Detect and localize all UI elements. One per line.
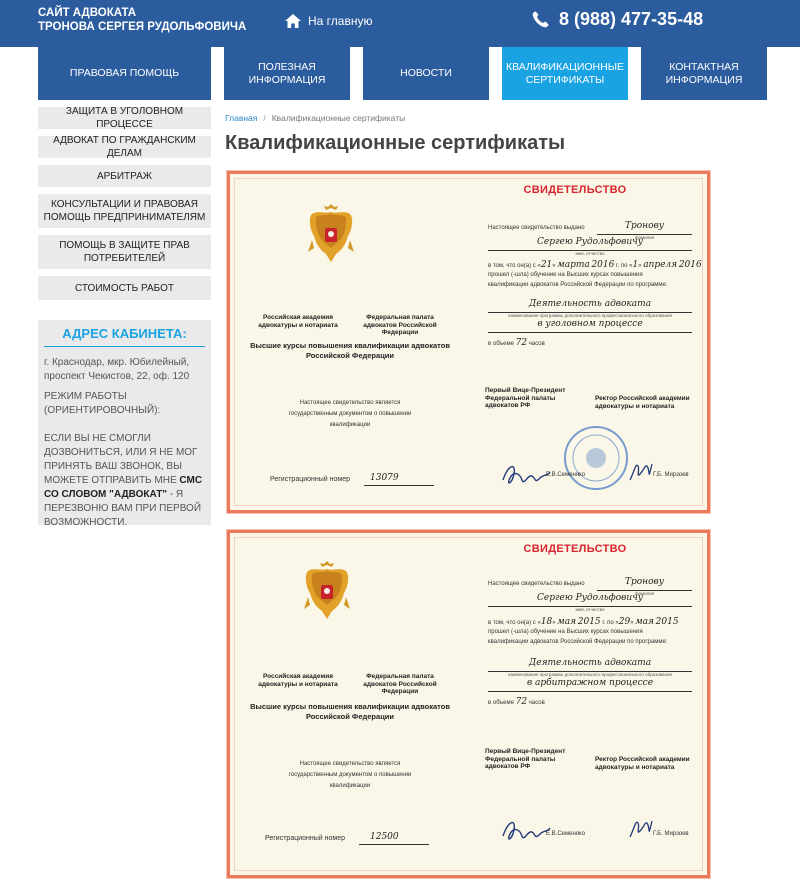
surname-value: Тронову <box>625 577 664 587</box>
phone-text: 8 (988) 477-35-48 <box>559 9 704 29</box>
phone-icon <box>532 11 549 28</box>
org-chamber: Федеральная палата адвокатов Российской Федерации <box>363 314 437 336</box>
signer1-title: Первый Вице-Президент Федеральной палаты адвокатов РФ <box>485 387 566 409</box>
stamp-icon <box>562 424 630 492</box>
signature2-icon <box>626 456 656 484</box>
period-prefix: в том, что он(а) с <box>488 620 536 626</box>
org-academy: Российская академия адвокатуры и нотариата <box>258 673 338 688</box>
period-line: в том, что он(а) с «21» марта 2016 г. по «1» апреля 2016 <box>488 260 702 270</box>
signature2-icon <box>626 813 656 841</box>
org-chamber: Федеральная палата адвокатов Российской Федерации <box>363 673 437 695</box>
org-academy: Российская академия адвокатуры и нотариата <box>258 314 338 329</box>
sidebar-item-business[interactable]: КОНСУЛЬТАЦИИ И ПРАВОВАЯ ПОМОЩЬ ПРЕДПРИНИМАТЕЛЯМ <box>38 194 211 228</box>
volume-value: 72 <box>515 697 528 707</box>
program-caption: наименование программы дополнительного профессионального образования <box>508 672 672 677</box>
breadcrumb-current: Квалификационные сертификаты <box>271 113 406 123</box>
studied-line1: прошел (-шла) обучение на Высших курсах повышения <box>488 629 643 635</box>
volume-suffix: часов <box>528 341 545 347</box>
certificate-heading: СВИДЕТЕЛЬСТВО <box>523 184 627 196</box>
nav-item-contacts[interactable]: КОНТАКТНАЯ ИНФОРМАЦИЯ <box>641 47 767 100</box>
nav-item-legal-help[interactable]: ПРАВОВАЯ ПОМОЩЬ <box>38 47 211 100</box>
state-document-note: Настоящее свидетельство является государственным документом о повышении квалификации <box>288 761 412 789</box>
certificate-image-2[interactable] <box>227 530 710 878</box>
coat-of-arms-icon <box>302 561 352 625</box>
date-end-day: 29 <box>618 617 631 627</box>
volume-line <box>488 697 545 707</box>
surname-caption: фамилия <box>634 591 655 596</box>
sidebar-item-prices[interactable]: СТОИМОСТЬ РАБОТ <box>38 276 211 300</box>
studied-line2: квалификации адвокатов Российской Федерации по программе: <box>488 282 668 288</box>
date-end-month: мая <box>635 617 654 627</box>
program2-line <box>488 691 692 692</box>
phone-number[interactable] <box>532 9 703 30</box>
program2-line <box>488 332 692 333</box>
home-link[interactable] <box>285 14 372 28</box>
state-document-note: Настоящее свидетельство является государственным документом о повышении квалификации <box>288 400 412 428</box>
sidebar-item-consumers[interactable]: ПОМОЩЬ В ЗАЩИТЕ ПРАВ ПОТРЕБИТЕЛЕЙ <box>38 235 211 269</box>
courses-title: Высшие курсы повышения квалификации адвокатов Российской Федерации <box>250 702 450 721</box>
work-mode: РЕЖИМ РАБОТЫ (ОРИЕНТИРОВОЧНЫЙ): <box>44 391 161 416</box>
name-caption: имя, отчество <box>575 251 605 256</box>
certificate-image-1[interactable] <box>227 171 710 513</box>
signature1-icon <box>498 816 553 846</box>
program-value: Деятельность адвоката <box>528 299 652 309</box>
volume-prefix: в объеме <box>488 700 514 706</box>
volume-suffix: часов <box>528 700 545 706</box>
program-value: Деятельность адвоката <box>528 658 652 668</box>
volume-value: 72 <box>515 338 528 348</box>
date-start-month: марта <box>557 260 590 270</box>
sidebar-item-criminal[interactable]: ЗАЩИТА В УГОЛОВНОМ ПРОЦЕССЕ <box>38 107 211 129</box>
sidebar-item-arbitration[interactable]: АРБИТРАЖ <box>38 165 211 187</box>
studied-line1: прошел (-шла) обучение на Высших курсах повышения <box>488 272 643 278</box>
date-end-month: апреля <box>643 260 678 270</box>
volume-line <box>488 338 545 348</box>
date-start-month: мая <box>557 617 577 627</box>
breadcrumb-home[interactable]: Главная <box>225 113 258 123</box>
reg-number: 13079 <box>370 473 399 483</box>
date-end-day: 1 <box>632 260 639 270</box>
address-title: АДРЕС КАБИНЕТА: <box>44 326 205 347</box>
site-title[interactable] <box>38 7 246 34</box>
signer2-title: Ректор Российской академии адвокатуры и нотариата <box>595 395 690 410</box>
studied-line2: квалификации адвокатов Российской Федерации по программе: <box>488 639 668 645</box>
certificate-heading: СВИДЕТЕЛЬСТВО <box>523 543 627 555</box>
signer2-title: Ректор Российской академии адвокатуры и нотариата <box>595 756 690 771</box>
name-value: Сергею Рудольфовичу <box>537 237 643 247</box>
home-link-label: На главную <box>308 14 373 28</box>
site-title-line1: САЙТ АДВОКАТА <box>38 7 137 19</box>
surname-caption: фамилия <box>634 235 655 240</box>
signer2-name: Г.Б. Мирзоев <box>653 831 689 837</box>
signer1-title: Первый Вице-Президент Федеральной палаты адвокатов РФ <box>485 748 566 770</box>
sms-note <box>44 432 205 530</box>
period-prefix: в том, что он(а) с <box>488 263 536 269</box>
date-end-year: 2015 <box>655 617 679 627</box>
program2-value: в уголовном процессе <box>537 319 643 329</box>
page-title: Квалификационные сертификаты <box>225 132 566 154</box>
address-text: г. Краснодар, мкр. Юбилейный, проспект Чекистов, 22, оф. 120 <box>44 357 190 382</box>
reg-number: 12500 <box>370 832 399 842</box>
reg-label: Регистрационный номер <box>265 835 345 842</box>
courses-title: Высшие курсы повышения квалификации адвокатов Российской Федерации <box>250 341 450 360</box>
reg-label: Регистрационный номер <box>270 476 350 483</box>
date-start-year: 2016 <box>591 260 615 270</box>
program-caption: наименование программы дополнительного профессионального образования <box>508 313 672 318</box>
sms-note-after: - Я ПЕРЕЗВОНЮ ВАМ ПРИ ПЕРВОЙ ВОЗМОЖНОСТИ. <box>44 489 202 528</box>
home-icon <box>285 14 301 28</box>
surname-value: Тронову <box>625 221 664 231</box>
sidebar-item-civil[interactable]: АДВОКАТ ПО ГРАЖДАНСКИМ ДЕЛАМ <box>38 136 211 158</box>
program2-value: в арбитражном процессе <box>526 678 654 688</box>
sms-note-bold: СМС СО СЛОВОМ "АДВОКАТ" <box>44 475 203 500</box>
breadcrumb-separator: / <box>263 113 266 123</box>
top-header <box>0 0 800 47</box>
date-start-year: 2015 <box>577 617 601 627</box>
nav-item-certificates[interactable]: КВАЛИФИКАЦИОННЫЕ СЕРТИФИКАТЫ <box>502 47 628 100</box>
date-end-year: 2016 <box>678 260 702 270</box>
period-line: в том, что он(а) с «18» мая 2015 г. по «29» мая 2015 <box>488 617 679 627</box>
sms-note-before: ЕСЛИ ВЫ НЕ СМОГЛИ ДОЗВОНИТЬСЯ, ИЛИ Я НЕ МОГ ПРИНЯТЬ ВАШ ЗВОНОК, ВЫ МОЖЕТЕ ОТПРАВИТЬ МНЕ <box>44 433 198 486</box>
signer1-name: Е.В.Семеняко <box>546 831 586 837</box>
signature1-icon <box>498 460 553 490</box>
issued-to-label: Настоящее свидетельство выдано <box>488 581 585 587</box>
nav-item-useful-info[interactable]: ПОЛЕЗНАЯ ИНФОРМАЦИЯ <box>224 47 350 100</box>
volume-prefix: в объеме <box>488 341 514 347</box>
signer2-name: Г.Б. Мирзоев <box>653 472 689 478</box>
issued-to-label: Настоящее свидетельство выдано <box>488 225 585 231</box>
period-mid: г. по <box>602 620 614 626</box>
period-mid: г. по <box>616 263 628 269</box>
reg-line <box>359 844 429 845</box>
name-caption: имя, отчество <box>575 607 605 612</box>
main-nav <box>0 47 800 100</box>
date-start-day: 18 <box>540 617 553 627</box>
nav-item-news[interactable]: НОВОСТИ <box>363 47 489 100</box>
reg-line <box>364 485 434 486</box>
date-start-day: 21 <box>540 260 553 270</box>
breadcrumb <box>225 113 405 123</box>
site-title-line2: ТРОНОВА СЕРГЕЯ РУДОЛЬФОВИЧА <box>38 20 247 33</box>
address-box <box>38 320 211 528</box>
coat-of-arms-icon <box>306 204 356 268</box>
name-value: Сергею Рудольфовичу <box>537 593 643 603</box>
signer1-name: Е.В.Семеняко <box>546 472 586 478</box>
